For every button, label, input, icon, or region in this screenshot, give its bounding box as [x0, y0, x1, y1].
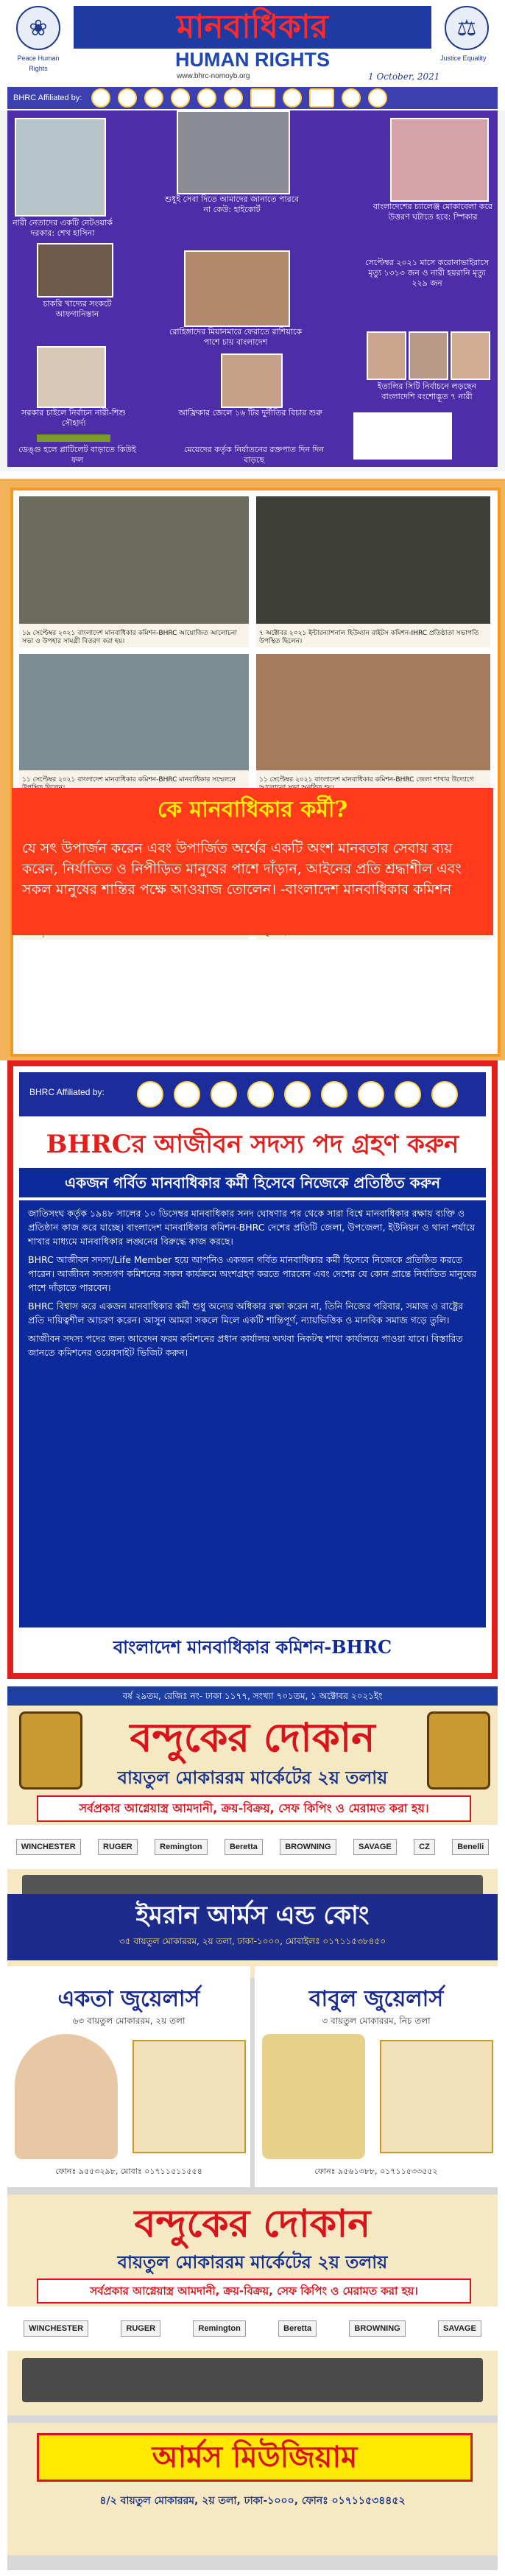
- collage-frame: [10, 488, 501, 1057]
- affiliate-logo-icon: [171, 88, 190, 108]
- brand-logo: WINCHESTER: [16, 1839, 81, 1855]
- jewellers-name: বাবুল জুয়েলার্স: [308, 1986, 444, 2012]
- news-caption: নারী নেতাদের একটি নেটওয়ার্ক দরকার: শেখ হাসিনা: [13, 218, 113, 238]
- un-logo-icon: [91, 88, 110, 108]
- news-photo: [367, 331, 406, 380]
- brand-logo: WINCHESTER: [24, 2320, 88, 2337]
- index-box: [353, 412, 452, 460]
- gun-shop-market: বায়তুল মোকাররম মার্কেটের ২য় তলায়: [117, 2251, 388, 2273]
- arms-museum-ad: [7, 2423, 498, 2555]
- membership-affiliated-label: BHRC Affiliated by:: [29, 1087, 105, 1097]
- news-photo: [390, 118, 489, 202]
- gun-shop-title: বন্দুকের দোকান: [130, 1714, 375, 1761]
- membership-paragraph: জাতিসংঘ কর্তৃক ১৯৪৮ সালের ১০ ডিসেম্বর মানবাধিকার সনদ ঘোষণার পর থেকে সারা বিশ্বে মানবাধিকার রক্ষায় ব্যক্তি ও প্রতিষ্ঠান কাজ করে যাচ্ছে। বাংলাদেশ মানবাধিকার কমিশন-BHRC দেশের প্রতিটি জেলা, উপজেলা, ইউনিয়ন ও থানা পর্যায়ে শাখার মাধ্যমে মানবাধিকার লঙ্ঘনের বিরুদ্ধে কাজ করছে।: [28, 1208, 476, 1247]
- news-photo: [221, 353, 283, 408]
- brand-logo: Benelli: [452, 1839, 489, 1855]
- news-photo: [37, 434, 110, 442]
- collage-photo: [256, 654, 490, 794]
- masthead: [0, 0, 505, 110]
- jewellers-address: ৩ বায়তুল মোকাররম, নিচ তলা: [322, 2016, 431, 2026]
- eagle-emblem-icon: [19, 1711, 82, 1790]
- collage-caption: ১৯ সেপ্টেম্বর ২০২১ বাংলাদেশ মানবাধিকার কমিশন-BHRC আয়োজিত আলোচনা সভা ও উপহার সামগ্রী বিতরণ করা হয়।: [22, 630, 237, 645]
- affiliate-logo-icon: [247, 1081, 274, 1108]
- news-caption: চাকরি খাদ্যের সংকটে আফগানিস্তান: [43, 299, 112, 319]
- membership-subheading: একজন গর্বিত মানবাধিকার কর্মী হিসেবে নিজেকে প্রতিষ্ঠিত করুন: [19, 1168, 486, 1197]
- affiliate-logo-icon: [250, 88, 275, 108]
- eagle-emblem-icon: [427, 1711, 490, 1790]
- who-is-activist-text: যে সৎ উপার্জন করেন এবং উপার্জিত অর্থের একটি অংশ মানবতার সেবায় ব্যয় করেন, নির্যাতিত ও নিপীড়িত মানুষের পাশে দাঁড়ান, আইনের প্রতি শ্রদ্ধাশীল এবং সকল মানুষের শান্তির পক্ষে আওয়াজ তোলেন। -বাংলাদেশ মানবাধিকার কমিশন: [12, 832, 493, 935]
- news-photo: [37, 243, 113, 298]
- news-caption: ডেঙ্গু হলে প্লাটিলেট বাড়াতে কিউই ফল: [18, 445, 136, 465]
- collage-photo: [19, 654, 249, 794]
- membership-footer: বাংলাদেশ মানবাধিকার কমিশন-BHRC: [19, 1630, 486, 1664]
- caption-strip: [256, 624, 490, 647]
- news-caption: ইতালির সিটি নির্বাচনে লড়ছেন বাংলাদেশি বংশোদ্ভূত ৭ নারী: [377, 381, 477, 401]
- jewellers-address: ৬৩ বায়তুল মোকাররম, ২য় তলা: [72, 2016, 186, 2026]
- brand-logo: Beretta: [278, 2320, 317, 2337]
- collage-caption: ৭ অক্টোবর ২০২১ ইন্টারন্যাশনাল হিউম্যান রাইটস কমিশন-IHRC প্রতিষ্ঠাতা সভাপতি উপস্থিত ছিলেন।: [259, 630, 479, 645]
- affiliate-logo-icon: [395, 1081, 421, 1108]
- affiliate-logo-icon: [224, 88, 243, 108]
- gun-shop-offer: সর্বপ্রকার আগ্নেয়াস্ত্র আমদানী, ক্রয়-বিক্রয়, সেফ কিপিং ও মেরামত করা হয়।: [37, 1795, 471, 1822]
- peace-logo: [12, 6, 65, 72]
- cover-section: [0, 0, 505, 471]
- affiliate-logo-icon: [342, 88, 361, 108]
- jewellery-photo: [380, 2040, 493, 2153]
- news-photo: [37, 346, 106, 408]
- collage-caption: ১১ সেপ্টেম্বর ২০২১ বাংলাদেশ মানবাধিকার কমিশন-BHRC জেলা শাখার উদ্যোগে: [259, 776, 474, 784]
- affiliate-logo-icon: [284, 1081, 311, 1108]
- issue-line: বর্ষ ২৯তম, রেজিঃ নং- ঢাকা ১১৭৭, সংখ্যা ৭০১তম, ১ অক্টোবর ২০২১ইং: [7, 1686, 498, 1706]
- brand-logo: Beretta: [225, 1839, 263, 1855]
- collage-photo: [256, 496, 490, 647]
- membership-affiliation-bar: [19, 1072, 486, 1116]
- jewellers-ad-right: [255, 1966, 498, 2187]
- news-photo: [177, 110, 290, 194]
- news-photo: [15, 118, 106, 217]
- affiliate-logo-icon: [118, 88, 137, 108]
- jewellery-photo: [262, 2034, 365, 2159]
- brand-logo: Remington: [193, 2320, 245, 2337]
- news-caption: সেপ্টেম্বর ২০২১ মাসে করোনাভাইরাসে মৃত্যু ১৩১৩ জন ও নারী হয়রানি মৃত্যু ২২৯ জন: [365, 258, 489, 288]
- brand-strip: [7, 1825, 498, 1869]
- brand-logo: RUGER: [98, 1839, 138, 1855]
- collage-caption: ১১ সেপ্টেম্বর ২০২১ বাংলাদেশ মানবাধিকার কমিশন-BHRC মানবাধিকার সম্মেলনে: [22, 776, 236, 784]
- gun-shop-title: বন্দুকের দোকান: [134, 2201, 371, 2246]
- photo-collage-section: [0, 479, 505, 1060]
- brand-logo: BROWNING: [349, 2320, 405, 2337]
- news-caption: বাংলাদেশের চ্যালেঞ্জ মোকাবেলা করে উত্তরণ ঘটাতে হবে: স্পিকার: [372, 202, 493, 222]
- news-caption: শুধুই সেবা দিতে আমাদের জানাতে পারবে না কেউ: হাইকোর্ট: [164, 194, 300, 214]
- gun-shop-offer: সর্বপ্রকার আগ্নেয়াস্ত্র আমদানী, ক্রয়-বিক্রয়, সেফ কিপিং ও মেরামত করা হয়।: [37, 2278, 471, 2304]
- model-photo: [15, 2034, 118, 2159]
- brand-logo: Remington: [155, 1839, 207, 1855]
- collage-photo: [19, 496, 249, 647]
- rifle-display-image: [22, 2358, 483, 2402]
- arms-museum-address: ৪/২ বায়তুল মোকাররম, ২য় তলা, ঢাকা-১০০০, ফোনঃ ০১৭১১৫৩৪৪৫২: [99, 2495, 406, 2507]
- affiliate-logo-icon: [211, 1081, 237, 1108]
- news-photo: [451, 331, 490, 380]
- jewellers-phone: ফোনঃ ৯৫৫৩২৯৮, মোবাঃ ০১৭১১৫১১৫৫৪: [55, 2167, 202, 2176]
- brand-logo: SAVAGE: [438, 2320, 481, 2337]
- brand-logo: BROWNING: [280, 1839, 336, 1855]
- news-photo: [184, 250, 290, 327]
- justice-logo: [440, 6, 493, 68]
- brand-logo: CZ: [414, 1839, 435, 1855]
- imran-arms-ad: [7, 1894, 498, 1960]
- who-is-activist-heading: কে মানবাধিকার কর্মী?: [12, 788, 493, 832]
- affiliate-logo-icon: [358, 1081, 384, 1108]
- title-bengali: মানবাধিকার: [74, 6, 431, 49]
- news-caption: সরকার চাইলে নির্বাচন নারী-শিশু সৌহার্দ্য: [21, 408, 126, 428]
- membership-paragraph: BHRC বিশ্বাস করে একজন মানবাধিকার কর্মী শুধু অন্যের অধিকার রক্ষা করেন না, তিনি নিজের পরিবার, সমাজ ও রাষ্ট্রের প্রতি দায়িত্বশীল আচরণ করেন। আসুন আমরা সকলে মিলে একটি শান্তিপূর্ণ, ন্যায়ভিত্তিক ও মানবিক সমাজ গড়ে তুলি।: [28, 1301, 464, 1326]
- affiliate-logo-icon: [368, 88, 387, 108]
- news-caption: রোহিঙ্গাদের মিয়ানমারে ফেরাতে রাশিয়াকে পাশে চায় বাংলাদেশ: [169, 327, 303, 347]
- imran-arms-address: ৩৫ বায়তুল মোকাররম, ২য় তলা, ঢাকা-১০০০, মোবাইলঃ ০১৭১১৫৩৮৪৫০: [119, 1936, 386, 1946]
- membership-paragraph: আজীবন সদস্য পদের জন্য আবেদন ফরম কমিশনের প্রধান কার্যালয় অথবা নিকটস্থ শাখা কার্যালয়ে পাওয়া যাবে। বিস্তারিত জানতে কমিশনের ওয়েবসাইট ভিজিট করুন।: [28, 1333, 463, 1358]
- news-caption: মেয়েদের কর্তৃক নির্যাতনের রক্তপাত দিন দিন বাড়ছে: [183, 445, 324, 465]
- brand-strip: [7, 2306, 498, 2351]
- affiliated-label: BHRC Affiliated by:: [13, 94, 82, 102]
- title-english: HUMAN RIGHTS: [175, 49, 330, 71]
- jewellers-ad-left: [7, 1966, 250, 2187]
- peace-logo-caption: Peace Human Rights: [17, 54, 60, 72]
- affiliate-logo-icon: [197, 88, 216, 108]
- jewellery-photo: [133, 2040, 246, 2153]
- affiliate-logo-icon: [174, 1081, 200, 1108]
- affiliate-logo-icon: [283, 88, 302, 108]
- membership-paragraph: BHRC আজীবন সদস্য/Life Member হয়ে আপনিও একজন গর্বিত মানবাধিকার কর্মী হিসেবে নিজেকে প্রতিষ্ঠিত করতে পারেন। আজীবন সদস্যগণ কমিশনের সকল কার্যক্রমে অংশগ্রহণ করতে পারবেন এবং দেশের যে কোন প্রান্তে নির্যাতিত মানুষের পাশে দাঁড়াতে পারবেন।: [28, 1254, 477, 1293]
- advertisements-section: [7, 1686, 498, 2570]
- affiliate-logo-icon: [309, 88, 334, 108]
- arms-museum-title: আর্মস মিউজিয়াম: [37, 2433, 473, 2482]
- justice-logo-caption: Justice Equality: [440, 54, 487, 62]
- affiliate-logo-icon: [144, 88, 163, 108]
- imran-arms-title: ইমরান আর্মস এন্ড কোং: [135, 1901, 370, 1930]
- affiliate-logo-icon: [431, 1081, 458, 1108]
- un-logo-icon: [137, 1081, 163, 1108]
- dove-icon: ❀: [16, 6, 60, 50]
- gun-shop-ad-2: [7, 2195, 498, 2415]
- jewellers-name: একতা জুয়েলার্স: [57, 1986, 200, 2012]
- news-photo: [409, 331, 448, 380]
- affiliate-logo-icon: [321, 1081, 347, 1108]
- affiliation-bar: [7, 87, 498, 109]
- brand-logo: RUGER: [121, 2320, 160, 2337]
- membership-heading: BHRCর আজীবন সদস্য পদ গ্রহণ করুন: [19, 1121, 486, 1168]
- website[interactable]: www.bhrc-nomoyb.org: [177, 72, 250, 80]
- scales-icon: ⚖: [445, 6, 489, 50]
- caption-strip: [19, 624, 249, 647]
- jewellers-phone: ফোনঃ ৯৫৬১৩৮৮, ০১৭১১৫৩৩৫৫২: [314, 2167, 438, 2176]
- membership-section: [7, 1060, 498, 1679]
- issue-date: 1 October, 2021: [368, 71, 440, 82]
- news-panel: [7, 110, 498, 467]
- membership-body: [19, 1200, 486, 1627]
- gun-shop-market: বায়তুল মোকাররম মার্কেটের ২য় তলায়: [117, 1767, 388, 1788]
- news-caption: আফ্রিকার জেলে ১৬ টির দুর্নীতির বিচার শুরু: [178, 408, 322, 418]
- brand-logo: SAVAGE: [353, 1839, 397, 1855]
